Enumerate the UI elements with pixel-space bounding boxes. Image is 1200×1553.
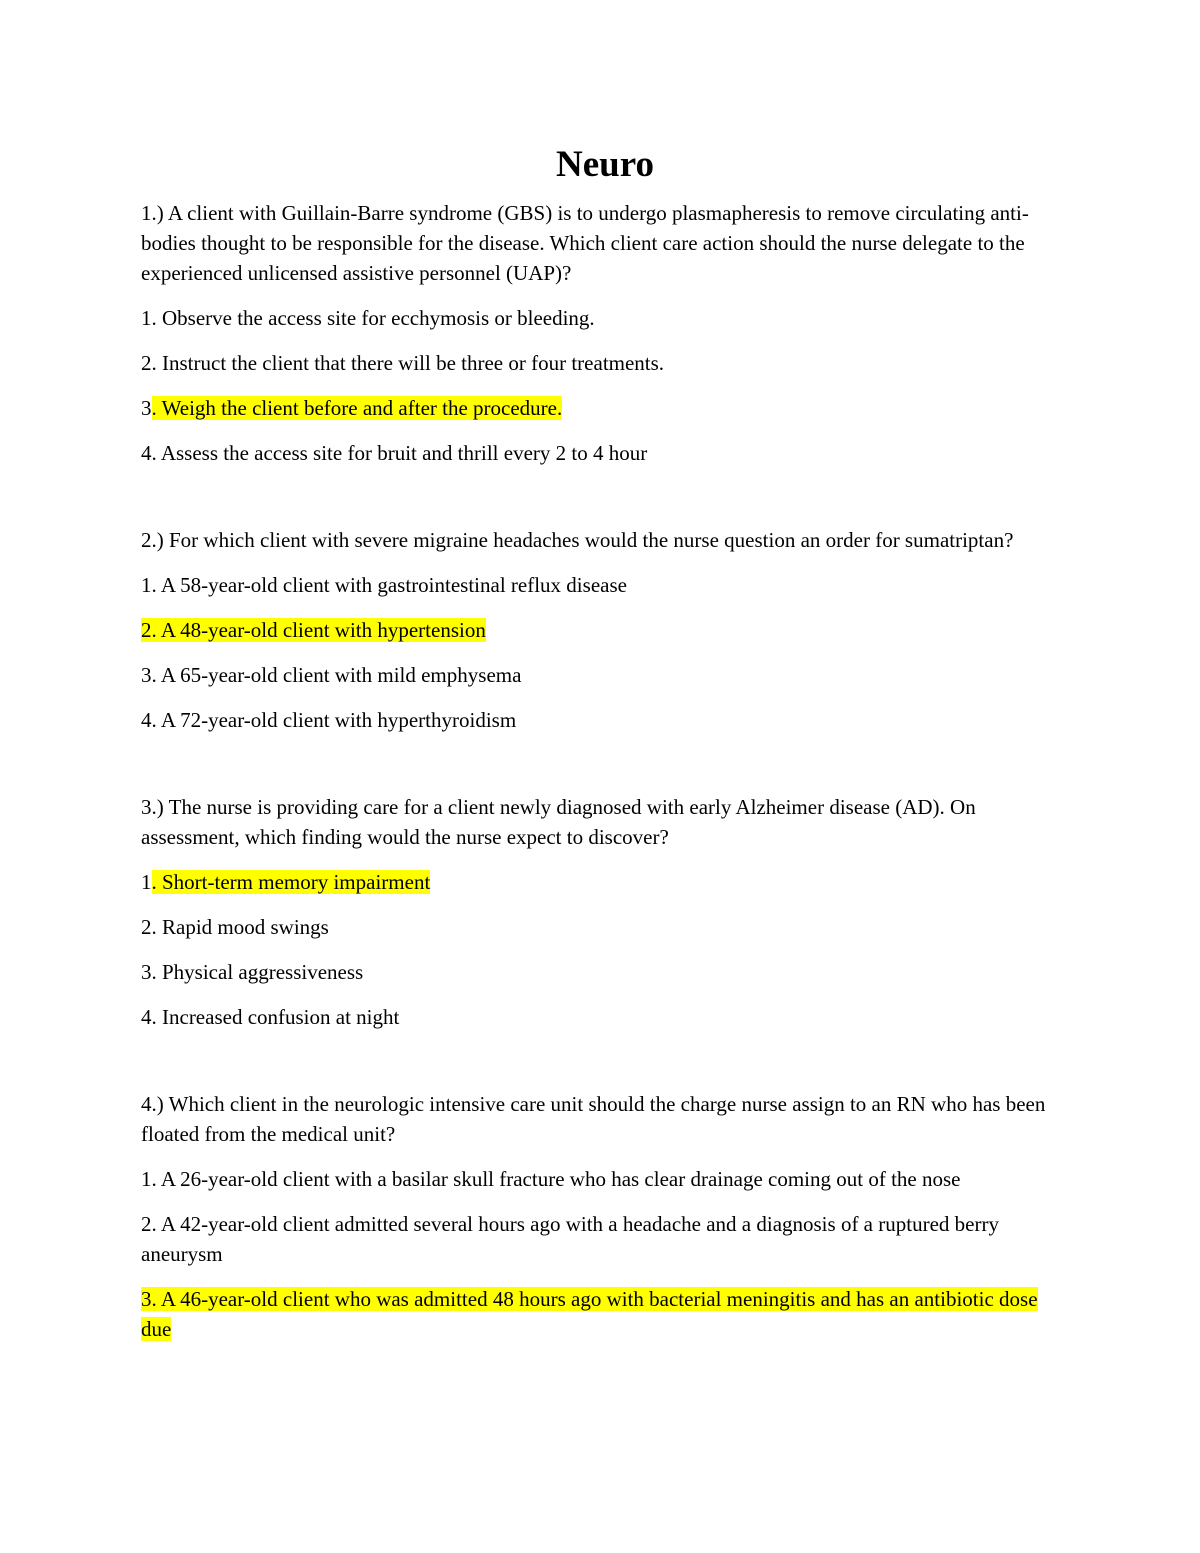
question-1-stem: A client with Guillain-Barre syndrome (GBS) is to undergo plasmapheresis to remove circulating anti- bodies thought to be responsible for the disease. Which client care action should the nurse delegate to the experienced unlicensed assistive personnel (UAP)? <box>141 201 1029 285</box>
option-number: 3. <box>141 1287 157 1311</box>
question-1-option-2 <box>141 348 1061 378</box>
option-number: 2. <box>141 351 157 375</box>
question-3-option-4 <box>141 1002 1061 1032</box>
option-text: Rapid mood swings <box>156 915 329 939</box>
option-number: 3. <box>141 663 157 687</box>
question-1-number: 1.) <box>141 201 164 225</box>
highlighted-answer: . Weigh the client before and after the procedure. <box>151 396 563 420</box>
option-number: 2. <box>141 915 157 939</box>
question-1-text <box>141 198 1061 288</box>
option-number: 4. <box>141 441 157 465</box>
option-text: A 26-year-old client with a basilar skull fracture who has clear drainage coming out of the nose <box>156 1167 961 1191</box>
option-number: 1. <box>141 573 157 597</box>
option-text: A 58-year-old client with gastrointestinal reflux disease <box>156 573 627 597</box>
question-2-text <box>141 525 1061 555</box>
question-3-stem: The nurse is providing care for a client newly diagnosed with early Alzheimer disease (AD). On assessment, which finding would the nurse expect to discover? <box>141 795 976 849</box>
option-text: A 72-year-old client with hyperthyroidism <box>156 708 517 732</box>
question-2-number: 2.) <box>141 528 164 552</box>
question-block-3 <box>141 792 1061 1032</box>
question-2-option-2 <box>141 615 1061 645</box>
question-2-option-3 <box>141 660 1061 690</box>
highlighted-answer <box>141 618 486 642</box>
question-2-option-4 <box>141 705 1061 735</box>
option-number: 4. <box>141 1005 157 1029</box>
question-3-option-2 <box>141 912 1061 942</box>
question-3-option-3 <box>141 957 1061 987</box>
option-number: 4. <box>141 708 157 732</box>
option-number: 2. <box>141 1212 157 1236</box>
question-4-text <box>141 1089 1061 1149</box>
option-text: Assess the access site for bruit and thrill every 2 to 4 hour <box>156 441 648 465</box>
question-block-2 <box>141 525 1061 735</box>
question-2-stem: For which client with severe migraine headaches would the nurse question an order for sumatriptan? <box>163 528 1014 552</box>
option-text: Physical aggressiveness <box>156 960 364 984</box>
question-2-option-1 <box>141 570 1061 600</box>
question-4-option-3 <box>141 1284 1061 1344</box>
question-1-option-1 <box>141 303 1061 333</box>
option-text: A 46-year-old client who was admitted 48 hours ago with bacterial meningitis and has an antibiotic dose due <box>141 1287 1038 1341</box>
option-number: 3 <box>141 396 152 420</box>
option-text: Observe the access site for ecchymosis or bleeding. <box>156 306 595 330</box>
question-4-option-2 <box>141 1209 1061 1269</box>
option-text: A 42-year-old client admitted several hours ago with a headache and a diagnosis of a ruptured berry aneurysm <box>141 1212 999 1266</box>
question-block-1 <box>141 198 1061 468</box>
page-title: Neuro <box>556 144 654 185</box>
question-1-option-3 <box>141 393 1061 423</box>
question-4-number: 4.) <box>141 1092 164 1116</box>
highlighted-answer <box>141 1287 1038 1341</box>
document-page <box>141 140 1061 1344</box>
question-1-option-4 <box>141 438 1061 468</box>
question-3-number: 3.) <box>141 795 164 819</box>
option-text: Instruct the client that there will be three or four treatments. <box>156 351 665 375</box>
question-3-text <box>141 792 1061 852</box>
question-block-4 <box>141 1089 1061 1344</box>
highlighted-answer: . Short-term memory impairment <box>151 870 431 894</box>
option-number: 2. <box>141 618 157 642</box>
option-number: 1. <box>141 1167 157 1191</box>
option-text: Increased confusion at night <box>156 1005 400 1029</box>
question-4-option-1 <box>141 1164 1061 1194</box>
option-text: A 48-year-old client with hypertension <box>156 618 486 642</box>
option-text: A 65-year-old client with mild emphysema <box>156 663 522 687</box>
question-3-option-1 <box>141 867 1061 897</box>
option-number: 1 <box>141 870 152 894</box>
question-4-stem: Which client in the neurologic intensive care unit should the charge nurse assign to an RN who has been floated from the medical unit? <box>141 1092 1046 1146</box>
option-number: 1. <box>141 306 157 330</box>
option-number: 3. <box>141 960 157 984</box>
